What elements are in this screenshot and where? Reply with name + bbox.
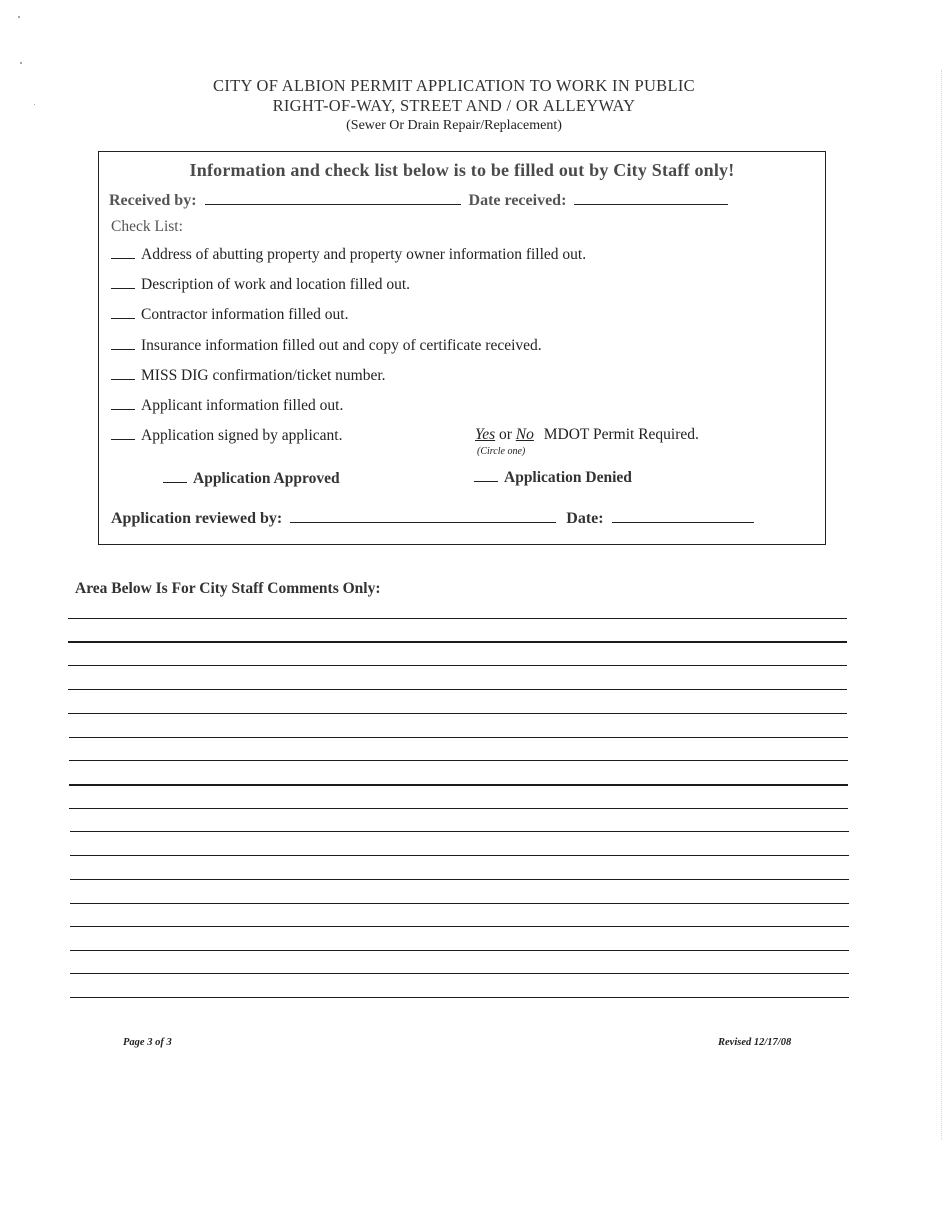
revised-date: Revised 12/17/08 bbox=[718, 1037, 792, 1048]
check-item-text: Application signed by applicant. bbox=[141, 427, 343, 444]
check-item bbox=[111, 276, 410, 294]
received-by-label: Received by: bbox=[109, 192, 197, 209]
reviewed-by-field[interactable] bbox=[290, 521, 556, 523]
review-date-label: Date: bbox=[566, 510, 604, 527]
mdot-yes-option[interactable]: Yes bbox=[475, 426, 496, 443]
comment-line[interactable] bbox=[69, 808, 848, 809]
check-item-text: Contractor information filled out. bbox=[141, 306, 349, 323]
check-item bbox=[111, 367, 386, 385]
scan-speck bbox=[18, 16, 20, 18]
check-item-text: Description of work and location filled out. bbox=[141, 276, 411, 293]
circle-one-hint: (Circle one) bbox=[477, 446, 526, 457]
check-item bbox=[111, 246, 586, 264]
reviewed-row bbox=[111, 510, 754, 528]
approved-row bbox=[163, 470, 340, 488]
comments-heading: Area Below Is For City Staff Comments Only: bbox=[75, 580, 381, 597]
comment-line[interactable] bbox=[68, 689, 847, 690]
document-header bbox=[0, 76, 908, 136]
checkbox-blank[interactable] bbox=[111, 257, 135, 259]
approved-label: Application Approved bbox=[193, 470, 340, 487]
checkbox-blank[interactable] bbox=[111, 378, 135, 380]
check-item-text: Address of abutting property and property owner information filled out. bbox=[141, 246, 587, 263]
checkbox-blank[interactable] bbox=[111, 287, 135, 289]
check-item bbox=[111, 427, 342, 445]
received-row bbox=[109, 192, 728, 210]
mdot-permit-question bbox=[475, 426, 699, 444]
date-received-field[interactable] bbox=[574, 203, 728, 205]
subtitle: (Sewer Or Drain Repair/Replacement) bbox=[346, 118, 562, 133]
review-date-field[interactable] bbox=[612, 521, 754, 523]
checkbox-blank[interactable] bbox=[111, 317, 135, 319]
comment-line[interactable] bbox=[70, 997, 849, 998]
check-item bbox=[111, 306, 348, 324]
check-item-text: Applicant information filled out. bbox=[141, 397, 344, 414]
title-line-1: CITY OF ALBION PERMIT APPLICATION TO WORK IN PUBLIC bbox=[213, 76, 695, 95]
comment-line[interactable] bbox=[70, 950, 849, 951]
comment-line[interactable] bbox=[70, 855, 849, 856]
approved-checkbox[interactable] bbox=[163, 481, 187, 483]
comment-line[interactable] bbox=[68, 665, 847, 666]
denied-row bbox=[474, 469, 632, 487]
comment-line[interactable] bbox=[68, 713, 847, 714]
comment-line[interactable] bbox=[69, 760, 848, 761]
scan-edge bbox=[941, 70, 943, 1140]
staff-checklist-box bbox=[98, 151, 826, 545]
reviewed-by-label: Application reviewed by: bbox=[111, 510, 283, 527]
received-by-field[interactable] bbox=[205, 203, 461, 205]
comment-line[interactable] bbox=[70, 831, 849, 832]
mdot-no-option[interactable]: No bbox=[515, 426, 534, 443]
date-received-label: Date received: bbox=[468, 192, 567, 209]
check-list-label: Check List: bbox=[111, 218, 183, 235]
mdot-label: MDOT Permit Required. bbox=[543, 426, 699, 443]
mdot-or: or bbox=[498, 426, 512, 443]
check-item bbox=[111, 397, 343, 415]
comment-line[interactable] bbox=[70, 879, 849, 880]
checkbox-blank[interactable] bbox=[111, 438, 135, 440]
denied-label: Application Denied bbox=[504, 469, 632, 486]
comment-line[interactable] bbox=[70, 973, 849, 974]
comment-line[interactable] bbox=[69, 737, 848, 738]
check-item bbox=[111, 337, 542, 355]
page-number: Page 3 of 3 bbox=[123, 1037, 172, 1048]
comment-line[interactable] bbox=[69, 784, 848, 786]
comment-line[interactable] bbox=[68, 618, 847, 619]
check-item-text: Insurance information filled out and copy of certificate received. bbox=[141, 337, 542, 354]
comment-line[interactable] bbox=[70, 926, 849, 927]
title-line-2: RIGHT-OF-WAY, STREET AND / OR ALLEYWAY bbox=[272, 96, 636, 115]
scan-speck bbox=[20, 62, 22, 64]
checkbox-blank[interactable] bbox=[111, 408, 135, 410]
check-item-text: MISS DIG confirmation/ticket number. bbox=[141, 367, 386, 384]
comment-line[interactable] bbox=[68, 641, 847, 643]
comment-line[interactable] bbox=[70, 903, 849, 904]
denied-checkbox[interactable] bbox=[474, 480, 498, 482]
staff-box-title: Information and check list below is to be filled out by City Staff only! bbox=[189, 160, 735, 180]
checkbox-blank[interactable] bbox=[111, 348, 135, 350]
